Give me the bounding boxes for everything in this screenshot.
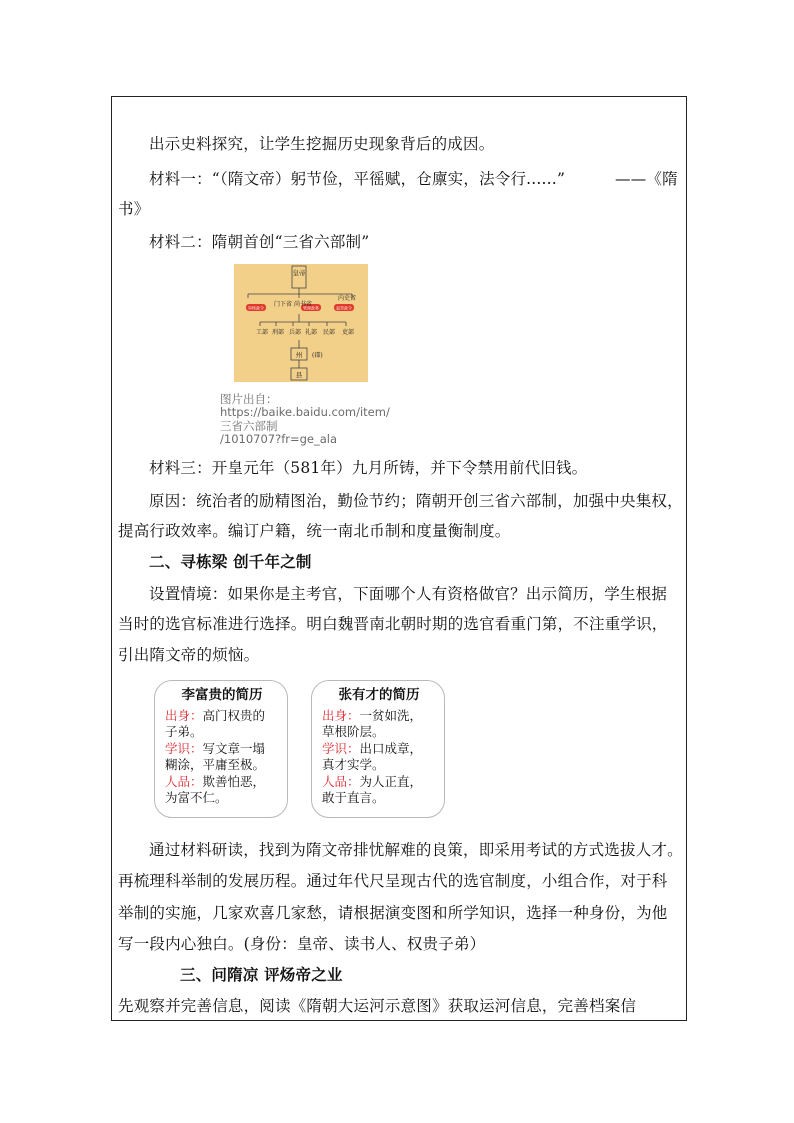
paragraph-line: 引出隋文帝的烦恼。 (118, 646, 260, 664)
image-caption: /1010707?fr=ge_ala (220, 432, 338, 446)
paragraph-line: 写一段内心独白。(身份：皇帝、读书人、权贵子弟） (118, 935, 486, 953)
label-origin: 出身： (322, 707, 360, 723)
paragraph-line: 材料三：开皇元年（581年）九月所铸，并下令禁用前代旧钱。 (149, 459, 588, 477)
paragraph-line: 通过材料研读，找到为隋文帝排忧解难的良策，即采用考试的方式选拔人才。 (149, 841, 683, 859)
tag-menxia: 审核政令 (248, 305, 264, 311)
ministry-lii: 吏部 (342, 329, 355, 336)
tag-neishi: 起草政令 (336, 305, 352, 311)
emperor-label: 皇帝 (292, 269, 306, 277)
image-caption: 图片出自： (220, 392, 278, 406)
dept-menxia: 门下省 (274, 301, 293, 308)
card-title: 张有才的简历 (338, 687, 420, 703)
paragraph-line: 举制的实施，几家欢喜几家愁，请根据演变图和所学知识，选择一种身份，为他 (118, 904, 668, 922)
ministry-min: 民部 (323, 329, 336, 336)
resume-card-li: 李富贵的简历 出身：高门权贵的 子弟。 学识：写文章一塌 糊涂，平庸至极。 人品：欺善怕恶， 为富不仁。 (154, 680, 288, 818)
paragraph-line: 先观察并完善信息，阅读《隋朝大运河示意图》获取运河信息，完善档案信 (118, 997, 637, 1015)
three-departments-six-ministries-chart (234, 264, 368, 382)
label-learning: 学识： (165, 740, 203, 756)
label-origin: 出身： (165, 707, 203, 723)
resume-card-zhang: 张有才的简历 出身：一贫如洗， 草根阶层。 学识：出口成章， 真才实学。 人品：为人正直， 敢于直言。 (311, 680, 445, 818)
image-caption-url: https://baike.baidu.com/item/ (220, 405, 390, 419)
paragraph-line: 出示史料探究，让学生挖掘历史现象背后的成因。 (149, 135, 495, 153)
label-learning: 学识： (322, 740, 360, 756)
paragraph-line: 材料一：“（隋文帝）躬节俭，平徭赋，仓廪实，法令行......” (149, 170, 566, 188)
image-caption: 三省六部制 (220, 419, 278, 433)
ministry-li: 礼部 (305, 329, 318, 336)
local-zhou: 州 (295, 351, 303, 359)
dept-neishi: 内史省 (338, 295, 357, 302)
paragraph-line: 书》 (118, 200, 150, 218)
paragraph-line: 原因：统治者的励精图治，勤俭节约；隋朝开创三省六部制，加强中央集权， (149, 492, 683, 510)
paragraph-line: 材料二：隋朝首创“三省六部制” (149, 233, 370, 251)
paragraph-line: 再梳理科举制的发展历程。通过年代尺呈现古代的选官制度，小组合作，对于科 (118, 872, 668, 890)
label-character: 人品： (165, 773, 203, 789)
paragraph-line: 设置情境：如果你是主考官，下面哪个人有资格做官？出示简历，学生根据 (149, 585, 668, 603)
tag-shangshu: 管理政务 (303, 305, 319, 311)
local-xian: 县 (295, 371, 303, 379)
paragraph-line: 提高行政效率。编订户籍，统一南北币制和度量衡制度。 (118, 522, 511, 540)
paragraph-line: ——《隋 (615, 170, 678, 188)
section-heading: 三、问隋凉 评炀帝之业 (180, 965, 343, 984)
card-title: 李富贵的简历 (181, 687, 263, 703)
label-character: 人品： (322, 773, 360, 789)
ministry-gong: 工部 (256, 329, 269, 336)
local-jun: (郡) (312, 352, 323, 359)
section-heading: 二、寻栋梁 创千年之制 (149, 552, 312, 571)
dept-shangshu: 尚书省 (294, 301, 313, 308)
ministry-xing: 刑部 (272, 329, 285, 336)
paragraph-line: 当时的选官标准进行选择。明白魏晋南北朝时期的选官看重门第，不注重学识， (118, 615, 668, 633)
ministry-bing: 兵部 (289, 329, 302, 336)
